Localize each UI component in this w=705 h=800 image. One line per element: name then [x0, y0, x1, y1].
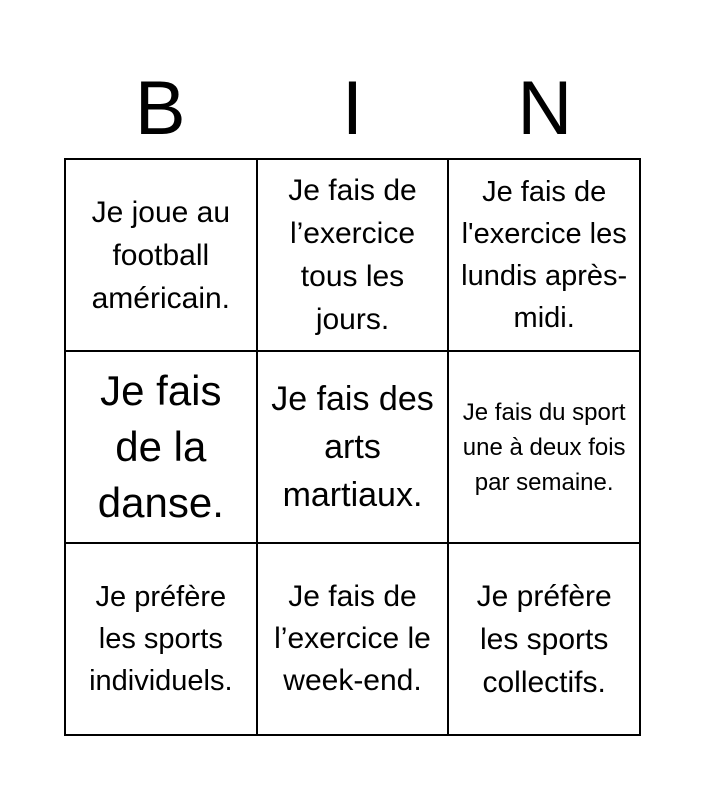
cell-text: Je fais de l’exercice le week-end. [274, 580, 431, 697]
cell-text: Je fais de l’exercice tous les jours. [288, 174, 417, 336]
bingo-header [64, 60, 641, 158]
bingo-grid [64, 158, 641, 736]
header-letter-n: N [517, 66, 573, 151]
bingo-cell[interactable] [66, 160, 258, 352]
cell-text: Je fais du sport une à deux fois par semaine. [462, 398, 626, 496]
bingo-cell[interactable] [258, 544, 450, 736]
bingo-cell[interactable] [449, 352, 641, 544]
header-letter-i: I [341, 66, 364, 151]
cell-text: Je fais de l'exercice les lundis après-midi. [461, 176, 628, 334]
cell-text: Je joue au football américain. [91, 195, 231, 315]
cell-text: Je préfère les sports individuels. [89, 581, 233, 697]
cell-text: Je préfère les sports collectifs. [476, 579, 612, 699]
bingo-cell[interactable] [66, 544, 258, 736]
bingo-cell[interactable] [258, 352, 450, 544]
bingo-cell[interactable] [66, 352, 258, 544]
cell-text: Je fais de la danse. [97, 367, 224, 526]
bingo-cell[interactable] [258, 160, 450, 352]
header-letter-b: B [134, 66, 186, 151]
bingo-cell[interactable] [449, 544, 641, 736]
cell-text: Je fais des arts martiaux. [271, 380, 434, 514]
bingo-cell[interactable] [449, 160, 641, 352]
